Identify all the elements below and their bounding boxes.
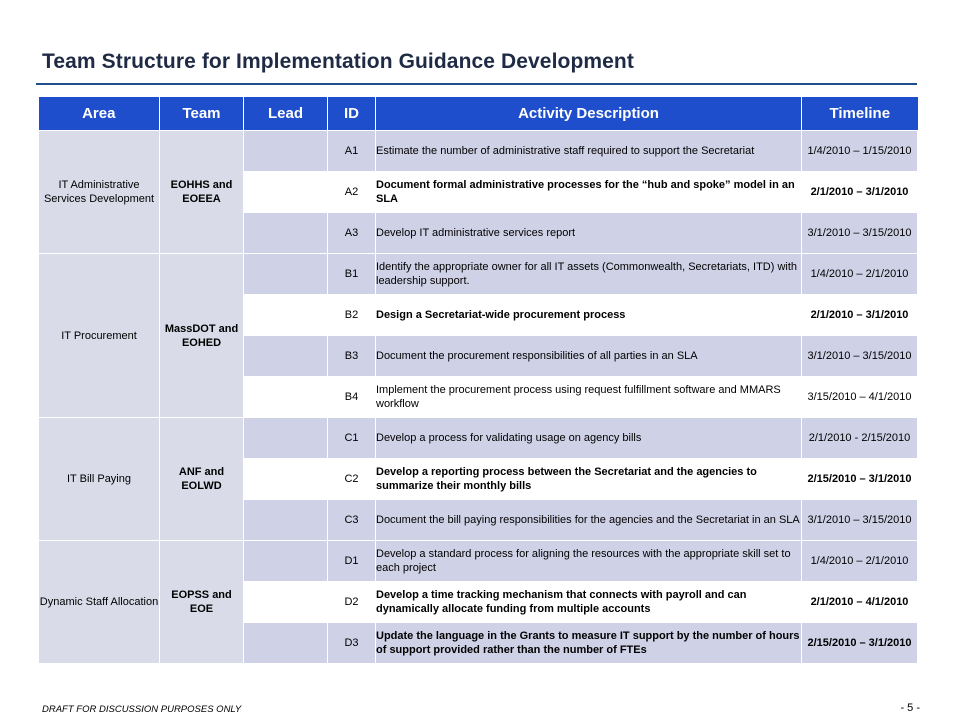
draft-footer-note: DRAFT FOR DISCUSSION PURPOSES ONLY — [42, 704, 242, 715]
lead-cell — [244, 377, 328, 418]
id-cell: B1 — [328, 254, 376, 295]
area-cell: IT Bill Paying — [39, 418, 160, 541]
lead-cell — [244, 541, 328, 582]
table-row — [39, 254, 918, 295]
header-lead: Lead — [244, 97, 328, 131]
activity-description-cell: Develop a standard process for aligning the resources with the appropriate skill set to each project — [376, 541, 802, 582]
timeline-cell: 2/1/2010 – 4/1/2010 — [802, 582, 918, 623]
header-area: Area — [39, 97, 160, 131]
lead-cell — [244, 623, 328, 664]
activity-description-cell: Document formal administrative processes for the “hub and spoke” model in an SLA — [376, 172, 802, 213]
area-cell: Dynamic Staff Allocation — [39, 541, 160, 664]
activity-description-cell: Identify the appropriate owner for all IT assets (Commonwealth, Secretariats, ITD) with leadership support. — [376, 254, 802, 295]
activity-description-cell: Develop a process for validating usage on agency bills — [376, 418, 802, 459]
id-cell: A2 — [328, 172, 376, 213]
lead-cell — [244, 336, 328, 377]
lead-cell — [244, 582, 328, 623]
timeline-cell: 2/1/2010 – 3/1/2010 — [802, 172, 918, 213]
team-cell: EOPSS and EOE — [160, 541, 244, 664]
title-divider — [36, 83, 917, 85]
timeline-cell: 2/1/2010 – 3/1/2010 — [802, 295, 918, 336]
table-header-row — [39, 97, 918, 131]
lead-cell — [244, 500, 328, 541]
timeline-cell: 2/15/2010 – 3/1/2010 — [802, 459, 918, 500]
id-cell: D1 — [328, 541, 376, 582]
activity-description-cell: Develop a time tracking mechanism that connects with payroll and can dynamically allocate funding from multiple accounts — [376, 582, 802, 623]
team-cell: MassDOT and EOHED — [160, 254, 244, 418]
id-cell: C3 — [328, 500, 376, 541]
timeline-cell: 1/4/2010 – 2/1/2010 — [802, 254, 918, 295]
id-cell: C2 — [328, 459, 376, 500]
timeline-cell: 1/4/2010 – 2/1/2010 — [802, 541, 918, 582]
id-cell: A3 — [328, 213, 376, 254]
activity-description-cell: Estimate the number of administrative staff required to support the Secretariat — [376, 131, 802, 172]
activity-description-cell: Develop IT administrative services report — [376, 213, 802, 254]
activity-description-cell: Document the procurement responsibilities of all parties in an SLA — [376, 336, 802, 377]
table-row — [39, 541, 918, 582]
page-title: Team Structure for Implementation Guidance Development — [42, 50, 634, 73]
id-cell: D2 — [328, 582, 376, 623]
lead-cell — [244, 213, 328, 254]
header-activity-description: Activity Description — [376, 97, 802, 131]
page-number: - 5 - — [900, 702, 920, 714]
activity-description-cell: Implement the procurement process using request fulfillment software and MMARS workflow — [376, 377, 802, 418]
id-cell: D3 — [328, 623, 376, 664]
id-cell: B2 — [328, 295, 376, 336]
header-timeline: Timeline — [802, 97, 918, 131]
team-cell: EOHHS and EOEEA — [160, 131, 244, 254]
lead-cell — [244, 254, 328, 295]
table-row — [39, 131, 918, 172]
lead-cell — [244, 172, 328, 213]
lead-cell — [244, 459, 328, 500]
area-cell: IT Administrative Services Development — [39, 131, 160, 254]
activity-description-cell: Update the language in the Grants to measure IT support by the number of hours of support provided rather than the number of FTEs — [376, 623, 802, 664]
id-cell: A1 — [328, 131, 376, 172]
lead-cell — [244, 418, 328, 459]
header-team: Team — [160, 97, 244, 131]
activity-description-cell: Develop a reporting process between the Secretariat and the agencies to summarize their monthly bills — [376, 459, 802, 500]
timeline-cell: 1/4/2010 – 1/15/2010 — [802, 131, 918, 172]
activity-description-cell: Design a Secretariat-wide procurement process — [376, 295, 802, 336]
lead-cell — [244, 295, 328, 336]
timeline-cell: 3/1/2010 – 3/15/2010 — [802, 336, 918, 377]
id-cell: C1 — [328, 418, 376, 459]
timeline-cell: 3/15/2010 – 4/1/2010 — [802, 377, 918, 418]
table-row — [39, 418, 918, 459]
timeline-cell: 2/1/2010 - 2/15/2010 — [802, 418, 918, 459]
header-id: ID — [328, 97, 376, 131]
area-cell: IT Procurement — [39, 254, 160, 418]
team-cell: ANF and EOLWD — [160, 418, 244, 541]
lead-cell — [244, 131, 328, 172]
id-cell: B4 — [328, 377, 376, 418]
timeline-cell: 3/1/2010 – 3/15/2010 — [802, 500, 918, 541]
id-cell: B3 — [328, 336, 376, 377]
activity-description-cell: Document the bill paying responsibilities for the agencies and the Secretariat in an SLA — [376, 500, 802, 541]
team-structure-table — [38, 97, 918, 664]
timeline-cell: 2/15/2010 – 3/1/2010 — [802, 623, 918, 664]
timeline-cell: 3/1/2010 – 3/15/2010 — [802, 213, 918, 254]
